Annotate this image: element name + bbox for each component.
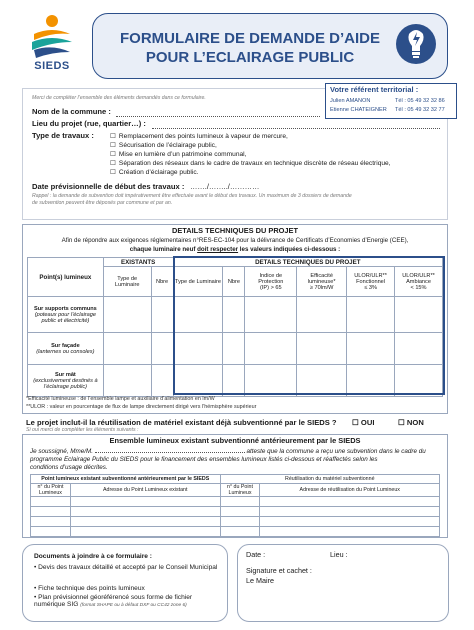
ensemble-text-line3: conditions d’usage décrites. (30, 464, 108, 471)
ensemble-right-header: Réutilisation du matériel subventionné (220, 475, 439, 484)
reuse-question: Le projet inclut-il la réutilisation de matériel existant déjà subventionné par le SIEDS ? (26, 418, 337, 427)
lieu-label: Lieu : (330, 550, 348, 559)
cell[interactable] (260, 507, 440, 517)
col-num: n° du Point Lumineux (31, 484, 71, 497)
cell[interactable] (70, 497, 220, 507)
commune-field[interactable] (116, 116, 320, 117)
reuse-non[interactable]: ☐ NON (398, 418, 424, 427)
cell[interactable] (151, 297, 173, 333)
reuse-oui[interactable]: ☐ OUI (352, 418, 375, 427)
col-addr2: Adresse de réutilisation du Point Lumineux (260, 484, 440, 497)
details-para-line2: chaque luminaire neuf doit respecter les valeurs indiquées ci-dessous : (129, 246, 341, 253)
sub-ulor-amb: ULOR/ULR** Ambiance < 15% (395, 267, 443, 297)
sub-type-projet: Type de Luminaire (173, 267, 223, 297)
details-title: DETAILS TECHNIQUES DU PROJET (172, 226, 298, 235)
cell[interactable] (103, 365, 151, 397)
referent-name-1: Julien AMANON (330, 98, 371, 104)
cell[interactable] (260, 497, 440, 507)
reminder-line1: Rappel : la demande de subvention doit impérativement être effectuée avant le début des travaux. Un maximum de 3 dossiers de demande (32, 193, 352, 199)
sub-ulor-fonct: ULOR/ULR** Fonctionnel ≤ 3% (347, 267, 395, 297)
referent-phone-2: Tél : 05 49 32 32 77 (395, 107, 445, 113)
row-label-mat: Sur mât (exclusivement destinés à l’éclairage public) (28, 365, 104, 397)
logo-text: SIEDS (34, 60, 70, 72)
sub-nbre-projet: Nbre (223, 267, 245, 297)
row-label-facade: Sur façade (lanternes ou consoles) (28, 333, 104, 365)
intro-note: Merci de compléter l’ensemble des éléments demandés dans ce formulaire. (32, 95, 206, 101)
cell[interactable] (103, 297, 151, 333)
ensemble-text-line2: programme Eclairage Public du SIEDS pour le financement des ensembles lumineux listés ci-dessous et réaffectés selon les (30, 456, 378, 463)
documents-item-1: • Devis des travaux détaillé et accepté par le Conseil Municipal (34, 564, 218, 571)
referent-title: Votre référent territorial : (330, 85, 419, 94)
ensemble-title: Ensemble lumineux existant subventionné antérieurement par le SIEDS (109, 436, 361, 445)
sub-nbre-existant: Nbre (151, 267, 173, 297)
cell[interactable] (151, 365, 173, 397)
cell[interactable] (260, 527, 440, 537)
signature-label: Signature et cachet : (246, 566, 312, 575)
col-existants: EXISTANTS (103, 258, 173, 267)
col-num2: n° du Point Lumineux (220, 484, 260, 497)
date-label: Date prévisionnelle de début des travaux : (32, 182, 185, 191)
travaux-option-3[interactable]: ☐ Mise en lumière d’un patrimoine communal, (110, 150, 246, 158)
page-title-line2: POUR L’ECLAIRAGE PUBLIC (145, 49, 355, 66)
travaux-option-5[interactable]: ☐ Création d’éclairage public. (110, 168, 198, 176)
sub-efficacite: Efficacité lumineuse* ≥ 70lm/W (297, 267, 347, 297)
cell[interactable] (220, 507, 260, 517)
col-details: DETAILS TECHNIQUES DU PROJET (173, 258, 442, 267)
travaux-option-1[interactable]: ☐ Remplacement des points lumineux à vapeur de mercure, (110, 132, 288, 140)
page-title-line1: FORMULAIRE DE DEMANDE D’AIDE (119, 30, 380, 47)
documents-item-2: • Fiche technique des points lumineux (34, 585, 145, 592)
documents-title: Documents à joindre à ce formulaire : (34, 553, 152, 560)
col-points: Point(s) lumineux (28, 258, 104, 297)
commune-label: Nom de la commune : (32, 107, 111, 116)
referent-phone-1: Tél : 05 49 32 32 86 (395, 98, 445, 104)
cell[interactable] (70, 517, 220, 527)
ensemble-text-line1: Je soussigné, Mme/M. atteste que la commune a reçu une subvention dans le cadre du (30, 448, 426, 455)
sub-type-existant: Type de Luminaire (103, 267, 151, 297)
projet-label: Lieu du projet (rue, quartier…) : (32, 119, 146, 128)
cell[interactable] (220, 497, 260, 507)
cell[interactable] (31, 517, 71, 527)
travaux-label: Type de travaux : (32, 131, 94, 140)
travaux-option-2[interactable]: ☐ Sécurisation de l’éclairage public, (110, 141, 217, 149)
cell[interactable] (70, 527, 220, 537)
travaux-option-4[interactable]: ☐ Séparation des réseaux dans le cadre de travaux en technique discrète de réseau électrique, (110, 159, 391, 167)
cell[interactable] (31, 507, 71, 517)
cell[interactable] (31, 527, 71, 537)
cell[interactable] (151, 333, 173, 365)
col-addr: Adresse du Point Lumineux existant (70, 484, 220, 497)
date-field[interactable]: ……./……../………… (190, 182, 260, 191)
cell[interactable] (70, 507, 220, 517)
sub-indice: Indice de Protection (IP) > 65 (245, 267, 297, 297)
referent-name-2: Etienne CHATEIGNER (330, 107, 387, 113)
cell[interactable] (220, 527, 260, 537)
footnote-2: **ULOR : valeur en pourcentage de flux de lampe directement dirigé vers l’hémisphère supérieur (26, 404, 257, 410)
row-label-supports: Sur supports communs (poteaux pour l’éclairage public et électricité) (28, 297, 104, 333)
reminder-line2: de subvention peuvent être déposés par commune et par an. (32, 200, 173, 206)
cell[interactable] (220, 517, 260, 527)
project-details-frame (173, 256, 445, 395)
lightbulb-plug-icon (394, 20, 438, 68)
cell[interactable] (260, 517, 440, 527)
footnote-1: *Efficacité lumineuse : de l’ensemble lampe et auxiliaire d’alimentation en lm/W (26, 396, 215, 402)
cell[interactable] (31, 497, 71, 507)
ensemble-table (30, 474, 440, 537)
documents-item-3: • Plan prévisionnel géoréférencé sous forme de fichier numérique SIG (format SHAPE ou à défaut DXF ou CC42 zone 6) (34, 594, 193, 608)
maire-label: Le Maire (246, 576, 274, 585)
ensemble-left-header: Point lumineux existant subventionné antérieurement par le SIEDS (31, 475, 221, 484)
details-para-line1: Afin de répondre aux exigences réglementaires n°RES-EC-104 pour la délivrance de Certificats d’Economies d’Energie (CEE), (61, 237, 409, 244)
reuse-note: Si oui merci de compléter les éléments suivants : (26, 427, 139, 433)
cell[interactable] (103, 333, 151, 365)
date-sign-label: Date : (246, 550, 266, 559)
projet-field[interactable] (152, 128, 440, 129)
